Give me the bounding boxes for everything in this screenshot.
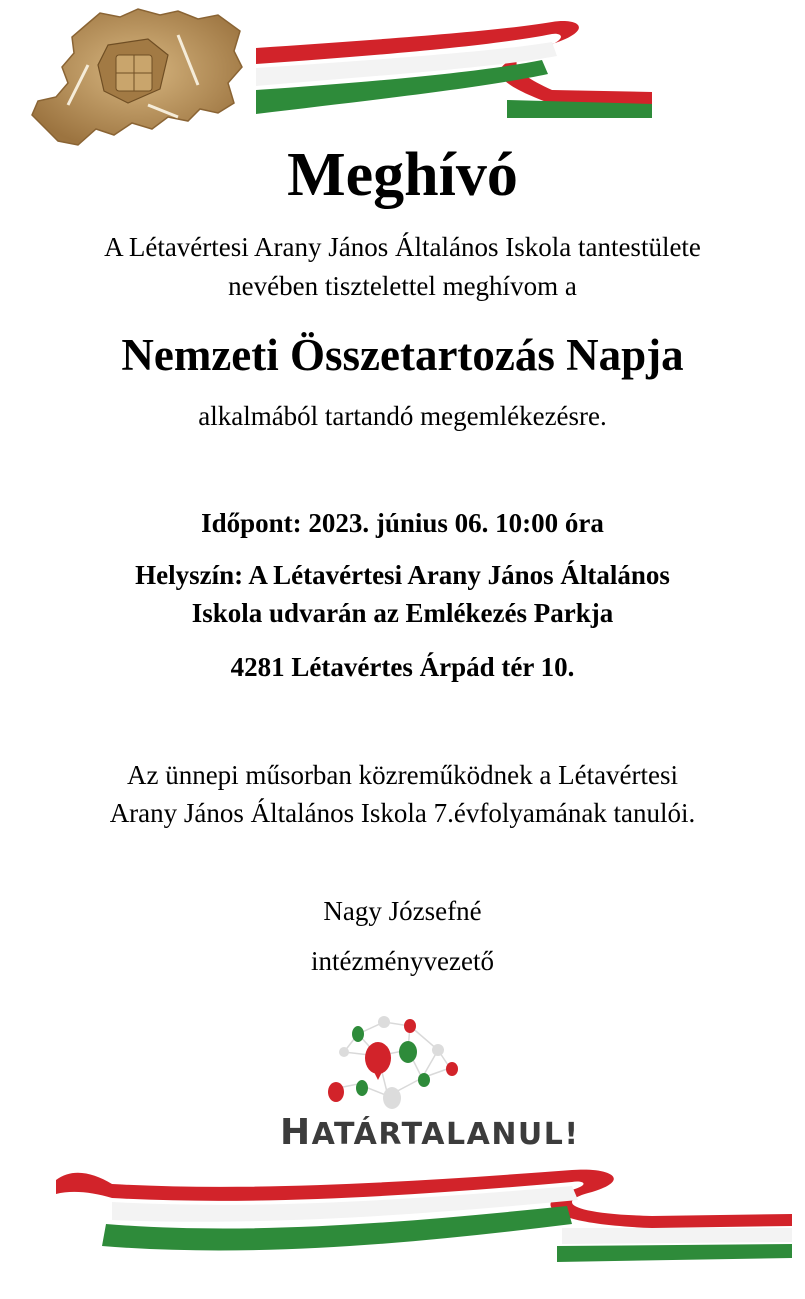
event-name: Nemzeti Összetartozás Napja — [121, 330, 684, 380]
place-line-1: Helyszín: A Létavértesi Arany János Általános — [135, 560, 670, 590]
hungarian-flag-ribbon-bottom-icon — [52, 1162, 792, 1286]
program-line-2: Arany János Általános Iskola 7.évfolyamának tanulói. — [109, 798, 696, 828]
hungarian-flag-ribbon-icon — [252, 12, 657, 124]
intro-line-1: A Létavértesi Arany János Általános Iskola tantestülete — [104, 232, 701, 262]
program-text — [0, 756, 805, 832]
event-address: 4281 Létavértes Árpád tér 10. — [230, 652, 575, 682]
intro-line-2: nevében tisztelettel meghívom a — [228, 271, 577, 301]
historic-hungary-map-icon — [28, 5, 250, 153]
logo-text-rest: ATÁRTALANUL! — [311, 1117, 580, 1152]
place-line-2: Iskola udvarán az Emlékezés Parkja — [191, 598, 614, 628]
occasion-text: alkalmából tartandó megemlékezésre. — [198, 401, 607, 431]
balloon-network-icon — [318, 1012, 468, 1116]
signature-name: Nagy Józsefné — [323, 896, 482, 926]
logo-text-first: H — [280, 1112, 312, 1153]
invitation-title: Meghívó — [287, 141, 518, 209]
signature-role: intézményvezető — [311, 946, 494, 976]
event-place — [0, 556, 805, 632]
event-time: Időpont: 2023. június 06. 10:00 óra — [201, 508, 604, 538]
hatartalanul-logo-text — [280, 1112, 580, 1153]
intro-text — [0, 228, 805, 306]
program-line-1: Az ünnepi műsorban közreműködnek a Létavértesi — [126, 760, 679, 790]
